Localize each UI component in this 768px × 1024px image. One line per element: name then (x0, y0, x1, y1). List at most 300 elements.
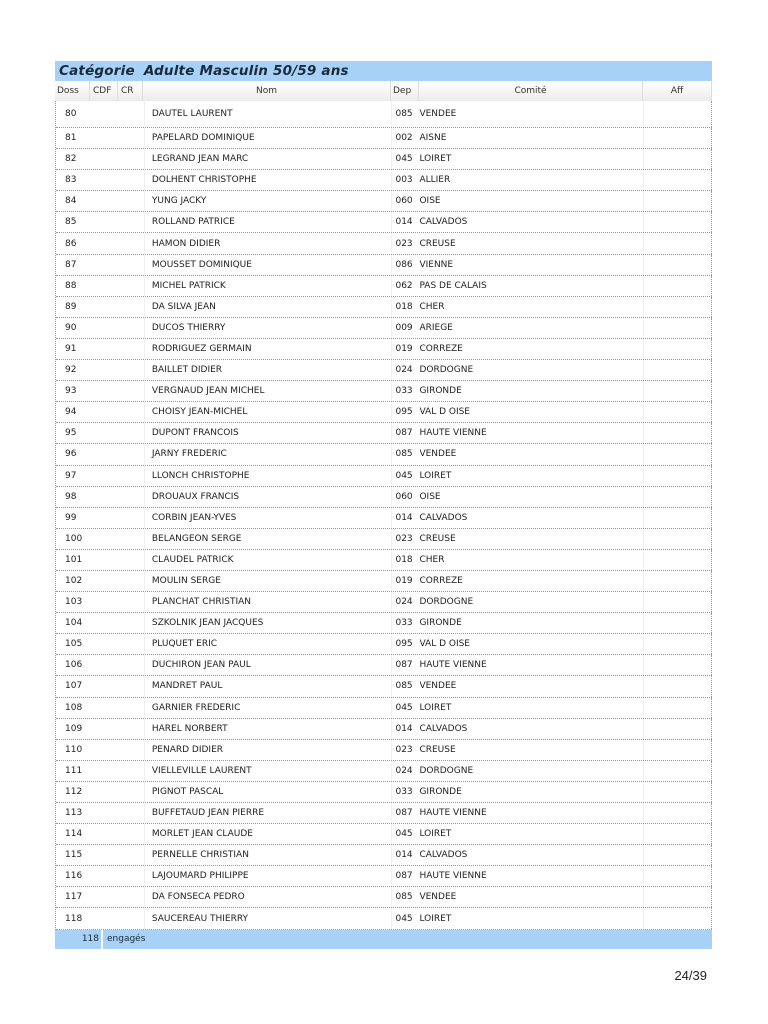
cell-cdf (91, 634, 119, 654)
cell-doss: 113 (65, 808, 83, 819)
cell-aff (643, 233, 712, 253)
cell-aff (643, 761, 712, 781)
cell-dep: 014 (391, 845, 419, 865)
cell-comite: AISNE (419, 133, 447, 144)
cell-cr (119, 101, 144, 127)
cell-dep: 062 (391, 276, 419, 296)
table-body (55, 101, 712, 930)
cell-dep: 087 (391, 866, 419, 886)
cell-aff (643, 466, 712, 486)
cell-cr (119, 782, 144, 802)
cell-aff (643, 318, 712, 338)
table-row (56, 149, 712, 170)
cell-cdf (91, 908, 119, 928)
cell-nom: SZKOLNIK JEAN JACQUES (144, 613, 392, 633)
cell-cdf (91, 128, 119, 148)
cell-dep: 085 (391, 676, 419, 696)
cell-cdf (91, 255, 119, 275)
cell-nom: ROLLAND PATRICE (144, 212, 392, 232)
table-header (55, 81, 712, 101)
table-row (56, 212, 712, 233)
cell-cdf (91, 191, 119, 211)
cell-cdf (91, 149, 119, 169)
cell-dep: 060 (391, 487, 419, 507)
cell-cdf (91, 339, 119, 359)
cell-nom: DUPONT FRANCOIS (144, 423, 392, 443)
cell-cdf (91, 360, 119, 380)
cell-nom: DA SILVA JEAN (144, 297, 392, 317)
cell-cdf (91, 824, 119, 844)
cell-comite: OISE (419, 196, 441, 207)
table-row (56, 170, 712, 191)
cell-comite: HAUTE VIENNE (419, 660, 487, 671)
cell-cdf (91, 529, 119, 549)
cell-doss: 89 (65, 301, 77, 312)
cell-nom: HAMON DIDIER (144, 233, 392, 253)
cell-cr (119, 740, 144, 760)
cell-cr (119, 276, 144, 296)
cell-dep: 003 (391, 170, 419, 190)
table-row (56, 803, 712, 824)
cell-doss: 111 (65, 765, 83, 776)
cell-comite: ALLIER (419, 175, 451, 186)
cell-comite: CREUSE (419, 238, 456, 249)
table-row (56, 550, 712, 571)
cell-nom: CHOISY JEAN-MICHEL (144, 402, 392, 422)
cell-comite: CALVADOS (419, 217, 468, 228)
table-row (56, 676, 712, 697)
cell-nom: DAUTEL LAURENT (144, 101, 392, 127)
cell-cdf (91, 508, 119, 528)
cell-cr (119, 466, 144, 486)
cell-cdf (91, 487, 119, 507)
page-number: 24/39 (674, 968, 707, 983)
cell-comite: VENDEE (419, 892, 457, 903)
cell-cr (119, 655, 144, 675)
cell-nom: PLUQUET ERIC (144, 634, 392, 654)
cell-nom: RODRIGUEZ GERMAIN (144, 339, 392, 359)
cell-comite: GIRONDE (419, 786, 462, 797)
cell-comite: CORREZE (419, 343, 463, 354)
cell-doss: 94 (65, 407, 77, 418)
cell-doss: 105 (65, 639, 83, 650)
cell-comite: VENDEE (419, 109, 457, 119)
cell-comite: DORDOGNE (419, 765, 474, 776)
cell-doss: 93 (65, 386, 77, 397)
table-row (56, 887, 712, 908)
cell-dep: 014 (391, 508, 419, 528)
cell-nom: DUCHIRON JEAN PAUL (144, 655, 392, 675)
column-header-cdf: CDF (90, 81, 118, 101)
table-row (56, 508, 712, 529)
total-bar (55, 930, 712, 949)
cell-dep: 019 (391, 571, 419, 591)
cell-dep: 024 (391, 592, 419, 612)
column-header-cr: CR (118, 81, 143, 101)
cell-comite: LOIRET (419, 702, 452, 713)
table-row (56, 339, 712, 360)
cell-comite: HAUTE VIENNE (419, 808, 487, 819)
table-row (56, 423, 712, 444)
table-row (56, 719, 712, 740)
cell-doss: 104 (65, 618, 83, 629)
cell-cr (119, 592, 144, 612)
cell-dep: 087 (391, 423, 419, 443)
table-row (56, 191, 712, 212)
cell-doss: 88 (65, 280, 77, 291)
cell-cr (119, 423, 144, 443)
cell-dep: 023 (391, 233, 419, 253)
table-row (56, 402, 712, 423)
cell-doss: 83 (65, 175, 77, 186)
cell-cr (119, 803, 144, 823)
cell-comite: VENDEE (419, 681, 457, 692)
cell-cr (119, 444, 144, 464)
cell-cr (119, 212, 144, 232)
cell-aff (643, 423, 712, 443)
cell-nom: MORLET JEAN CLAUDE (144, 824, 392, 844)
cell-cr (119, 233, 144, 253)
table-row (56, 466, 712, 487)
cell-cdf (91, 402, 119, 422)
column-header-doss: Doss (55, 81, 90, 101)
cell-cr (119, 191, 144, 211)
cell-cr (119, 613, 144, 633)
cell-dep: 033 (391, 613, 419, 633)
cell-doss: 84 (65, 196, 77, 207)
table-row (56, 613, 712, 634)
cell-comite: CHER (419, 301, 445, 312)
cell-dep: 002 (391, 128, 419, 148)
cell-cr (119, 866, 144, 886)
table-row (56, 255, 712, 276)
cell-cdf (91, 297, 119, 317)
cell-cr (119, 339, 144, 359)
table-row (56, 761, 712, 782)
cell-cdf (91, 676, 119, 696)
table-row (56, 360, 712, 381)
cell-comite: CALVADOS (419, 850, 468, 861)
cell-cdf (91, 101, 119, 127)
cell-aff (643, 170, 712, 190)
cell-comite: ARIEGE (419, 322, 453, 333)
cell-aff (643, 339, 712, 359)
category-title-bar (55, 61, 712, 81)
cell-nom: DROUAUX FRANCIS (144, 487, 392, 507)
cell-dep: 085 (391, 444, 419, 464)
cell-aff (643, 529, 712, 549)
cell-comite: LOIRET (419, 470, 452, 481)
cell-nom: HAREL NORBERT (144, 719, 392, 739)
cell-aff (643, 634, 712, 654)
cell-doss: 116 (65, 871, 83, 882)
cell-doss: 106 (65, 660, 83, 671)
table-row (56, 782, 712, 803)
cell-dep: 045 (391, 466, 419, 486)
table-row (56, 128, 712, 149)
cell-aff (643, 297, 712, 317)
cell-doss: 90 (65, 322, 77, 333)
cell-aff (643, 887, 712, 907)
cell-doss: 107 (65, 681, 83, 692)
cell-comite: GIRONDE (419, 386, 462, 397)
table-row (56, 592, 712, 613)
cell-nom: DOLHENT CHRISTOPHE (144, 170, 392, 190)
cell-nom: MOULIN SERGE (144, 571, 392, 591)
cell-comite: CALVADOS (419, 512, 468, 523)
table-row (56, 824, 712, 845)
cell-aff (643, 571, 712, 591)
cell-cr (119, 676, 144, 696)
cell-comite: OISE (419, 491, 441, 502)
cell-cdf (91, 698, 119, 718)
cell-dep: 085 (391, 887, 419, 907)
cell-dep: 023 (391, 529, 419, 549)
cell-dep: 033 (391, 381, 419, 401)
cell-dep: 018 (391, 550, 419, 570)
cell-aff (643, 719, 712, 739)
cell-cdf (91, 887, 119, 907)
cell-cdf (91, 655, 119, 675)
cell-doss: 108 (65, 702, 83, 713)
cell-cdf (91, 740, 119, 760)
cell-doss: 100 (65, 533, 83, 544)
cell-aff (643, 101, 712, 127)
cell-aff (643, 276, 712, 296)
cell-dep: 087 (391, 803, 419, 823)
cell-aff (643, 613, 712, 633)
column-header-aff: Aff (643, 81, 712, 101)
cell-aff (643, 655, 712, 675)
cell-doss: 92 (65, 365, 77, 376)
cell-comite: CALVADOS (419, 723, 468, 734)
cell-cdf (91, 233, 119, 253)
cell-cr (119, 571, 144, 591)
cell-cr (119, 908, 144, 928)
cell-dep: 023 (391, 740, 419, 760)
cell-cr (119, 402, 144, 422)
cell-comite: HAUTE VIENNE (419, 871, 487, 882)
cell-dep: 095 (391, 634, 419, 654)
cell-dep: 045 (391, 908, 419, 928)
cell-aff (643, 191, 712, 211)
category-name: Adulte Masculin 50/59 ans (143, 63, 349, 79)
cell-cr (119, 170, 144, 190)
table-row (56, 487, 712, 508)
cell-doss: 96 (65, 449, 77, 460)
cell-aff (643, 360, 712, 380)
cell-nom: VERGNAUD JEAN MICHEL (144, 381, 392, 401)
cell-doss: 80 (65, 109, 77, 119)
cell-dep: 014 (391, 212, 419, 232)
cell-comite: PAS DE CALAIS (419, 280, 487, 291)
cell-doss: 91 (65, 343, 77, 354)
cell-dep: 014 (391, 719, 419, 739)
cell-doss: 101 (65, 554, 83, 565)
cell-doss: 85 (65, 217, 77, 228)
category-label: Catégorie (59, 63, 135, 79)
cell-comite: GIRONDE (419, 618, 462, 629)
total-label: engagés (107, 934, 146, 945)
cell-dep: 045 (391, 824, 419, 844)
cell-comite: VIENNE (419, 259, 454, 270)
column-header-nom: Nom (143, 81, 391, 101)
table-row (56, 571, 712, 592)
cell-cr (119, 824, 144, 844)
entry-list-page (55, 61, 712, 949)
cell-nom: SAUCEREAU THIERRY (144, 908, 392, 928)
cell-doss: 87 (65, 259, 77, 270)
table-row (56, 740, 712, 761)
cell-dep: 060 (391, 191, 419, 211)
cell-cr (119, 550, 144, 570)
cell-comite: DORDOGNE (419, 597, 474, 608)
cell-cdf (91, 592, 119, 612)
column-header-dep: Dep (391, 81, 419, 101)
cell-doss: 110 (65, 744, 83, 755)
cell-cdf (91, 761, 119, 781)
cell-doss: 82 (65, 154, 77, 165)
cell-aff (643, 444, 712, 464)
cell-cr (119, 761, 144, 781)
cell-nom: PERNELLE CHRISTIAN (144, 845, 392, 865)
cell-nom: MANDRET PAUL (144, 676, 392, 696)
cell-cdf (91, 276, 119, 296)
cell-cr (119, 128, 144, 148)
table-row (56, 233, 712, 254)
cell-nom: CLAUDEL PATRICK (144, 550, 392, 570)
table-row (56, 444, 712, 465)
cell-aff (643, 487, 712, 507)
table-row (56, 908, 712, 929)
cell-nom: JARNY FREDERIC (144, 444, 392, 464)
cell-cdf (91, 444, 119, 464)
cell-dep: 085 (391, 101, 419, 127)
cell-cdf (91, 381, 119, 401)
cell-dep: 018 (391, 297, 419, 317)
cell-aff (643, 212, 712, 232)
cell-dep: 033 (391, 782, 419, 802)
cell-cdf (91, 845, 119, 865)
table-row (56, 866, 712, 887)
cell-aff (643, 908, 712, 928)
cell-comite: LOIRET (419, 154, 452, 165)
cell-nom: PENARD DIDIER (144, 740, 392, 760)
cell-dep: 024 (391, 761, 419, 781)
cell-cdf (91, 571, 119, 591)
cell-aff (643, 782, 712, 802)
cell-comite: VENDEE (419, 449, 457, 460)
cell-comite: CREUSE (419, 533, 456, 544)
cell-cdf (91, 466, 119, 486)
cell-nom: MICHEL PATRICK (144, 276, 392, 296)
cell-aff (643, 402, 712, 422)
cell-aff (643, 508, 712, 528)
cell-cdf (91, 803, 119, 823)
cell-aff (643, 824, 712, 844)
cell-dep: 086 (391, 255, 419, 275)
cell-dep: 087 (391, 655, 419, 675)
cell-cr (119, 529, 144, 549)
cell-nom: LEGRAND JEAN MARC (144, 149, 392, 169)
column-header-comite: Comité (419, 81, 643, 101)
cell-doss: 117 (65, 892, 83, 903)
cell-comite: DORDOGNE (419, 365, 474, 376)
cell-cr (119, 255, 144, 275)
cell-cr (119, 887, 144, 907)
cell-cr (119, 508, 144, 528)
cell-nom: BUFFETAUD JEAN PIERRE (144, 803, 392, 823)
cell-nom: DUCOS THIERRY (144, 318, 392, 338)
cell-cr (119, 360, 144, 380)
cell-doss: 81 (65, 133, 77, 144)
cell-doss: 109 (65, 723, 83, 734)
cell-cdf (91, 866, 119, 886)
table-row (56, 845, 712, 866)
cell-aff (643, 128, 712, 148)
cell-comite: CORREZE (419, 576, 463, 587)
cell-aff (643, 676, 712, 696)
cell-cdf (91, 782, 119, 802)
table-row (56, 634, 712, 655)
cell-cdf (91, 423, 119, 443)
cell-doss: 102 (65, 576, 83, 587)
cell-nom: PIGNOT PASCAL (144, 782, 392, 802)
cell-cr (119, 297, 144, 317)
cell-aff (643, 803, 712, 823)
cell-cdf (91, 613, 119, 633)
cell-doss: 86 (65, 238, 77, 249)
cell-nom: MOUSSET DOMINIQUE (144, 255, 392, 275)
cell-cdf (91, 550, 119, 570)
cell-cr (119, 698, 144, 718)
table-row (56, 318, 712, 339)
cell-cdf (91, 719, 119, 739)
cell-nom: VIELLEVILLE LAURENT (144, 761, 392, 781)
cell-aff (643, 550, 712, 570)
cell-doss: 103 (65, 597, 83, 608)
cell-comite: CREUSE (419, 744, 456, 755)
cell-cr (119, 318, 144, 338)
table-row (56, 297, 712, 318)
cell-nom: CORBIN JEAN-YVES (144, 508, 392, 528)
cell-nom: GARNIER FREDERIC (144, 698, 392, 718)
cell-doss: 118 (65, 913, 83, 924)
cell-doss: 98 (65, 491, 77, 502)
cell-dep: 095 (391, 402, 419, 422)
cell-aff (643, 740, 712, 760)
cell-cdf (91, 212, 119, 232)
cell-nom: PAPELARD DOMINIQUE (144, 128, 392, 148)
cell-doss: 112 (65, 786, 83, 797)
cell-cr (119, 634, 144, 654)
cell-nom: LAJOUMARD PHILIPPE (144, 866, 392, 886)
cell-dep: 019 (391, 339, 419, 359)
cell-nom: LLONCH CHRISTOPHE (144, 466, 392, 486)
cell-dep: 045 (391, 698, 419, 718)
cell-aff (643, 698, 712, 718)
cell-comite: VAL D OISE (419, 639, 470, 650)
total-count: 118 (55, 930, 103, 949)
cell-aff (643, 845, 712, 865)
cell-doss: 95 (65, 428, 77, 439)
cell-cr (119, 845, 144, 865)
cell-dep: 045 (391, 149, 419, 169)
table-row (56, 276, 712, 297)
cell-cr (119, 381, 144, 401)
cell-dep: 009 (391, 318, 419, 338)
cell-nom: PLANCHAT CHRISTIAN (144, 592, 392, 612)
